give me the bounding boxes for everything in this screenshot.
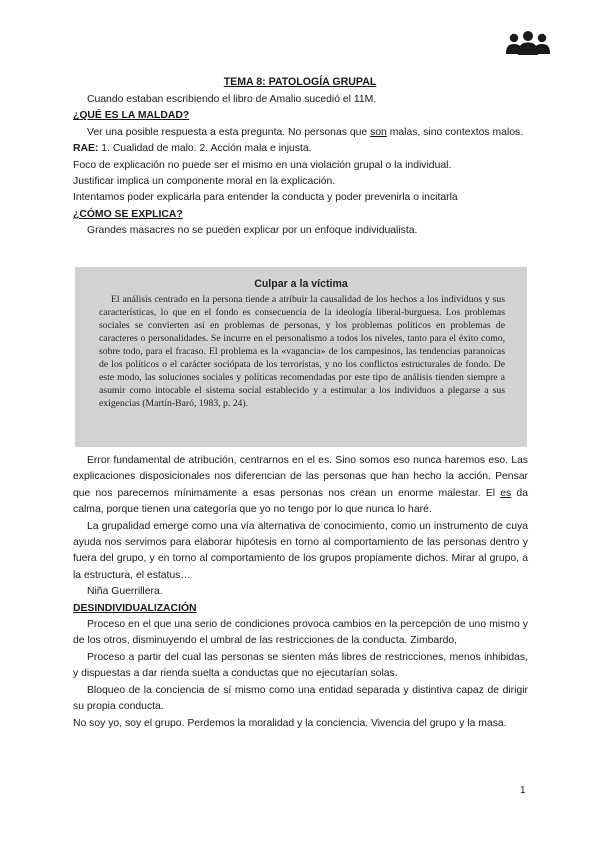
group-people-icon [506, 30, 550, 56]
paragraph-maldad-1: Ver una posible respuesta a esta pregunta. No personas que son malas, sino contextos malos. [87, 126, 524, 138]
rae-definition: RAE: 1. Cualidad de malo. 2. Acción mala e injusta. [73, 143, 312, 155]
paragraph-maldad-4: Intentamos poder explicarla para entender la conducta y poder prevenirla o incitarla [73, 192, 458, 204]
paragraph-desind-2: Proceso a partir del cual las personas se sienten más libres de restricciones, menos inhibidas, y dispuestas a dar rienda suelta a conductas que no ejecutarían solas. [73, 651, 528, 680]
main-text [73, 92, 528, 240]
page-number: 1 [520, 785, 526, 796]
paragraph-como-1: Grandes masacres no se pueden explicar por un enfoque individualista. [87, 225, 418, 237]
paragraph-maldad-3: Justificar implica un componente moral en la explicación. [73, 176, 336, 188]
quote-box [75, 267, 527, 447]
document-title: TEMA 8: PATOLOGÍA GRUPAL [223, 76, 377, 88]
intro-paragraph: Cuando estaban escribiendo el libro de Amalio sucedió el 11M. [87, 94, 377, 105]
quote-title: Culpar a la víctima [254, 278, 348, 290]
paragraph-atribucion: Error fundamental de atribución, centrarnos en el es. Sino somos eso nunca haremos eso. Las explicaciones disposicionales nos diferencian de las personas que han hecho la acción. Pensar que nos parecemos mínimamente a esas personas nos crean un enorme malestar. El es da calma, porque tienen una categoría que yo no tengo por lo que nunca lo haré. [73, 455, 528, 516]
paragraph-nina-guerrillera: Niña Guerrillera. [87, 586, 163, 598]
section-heading-maldad: ¿QUÉ ES LA MALDAD? [73, 110, 190, 122]
paragraph-maldad-2: Foco de explicación no puede ser el mismo en una violación grupal o la individual. [73, 159, 452, 171]
paragraph-grupalidad: La grupalidad emerge como una vía alternativa de conocimiento, como un instrumento de cuya ayuda nos servimos para elaborar hipótesis en torno al comportamiento de las personas dentro y fuera del grupo, y en torno al comportamiento de los grupos propiamente dichos. Mirar al grupo, a la estructura, el estatus… [73, 520, 528, 581]
paragraph-desind-1: Proceso en el que una serio de condiciones provoca cambios en la percepción de uno mismo y de los otros, disminuyendo el umbral de las restricciones de la conducta. Zimbardo, [73, 619, 528, 647]
paragraph-desind-4: No soy yo, soy el grupo. Perdemos la moralidad y la conciencia. Vivencia del grupo y la masa. [73, 717, 507, 729]
quote-body: El análisis centrado en la persona tiende a atribuir la causalidad de los hechos a los individuos y sus características, lo que en el fondo es consecuencia de la ideología liberal-burguesa. Los problemas sociales se convierten así en problemas de personas, y los problemas políticos en problemas de caracteres o personalidades. Se incurre en el personalismo a todos los niveles, tanto para el éxito como, sobre todo, para el fracaso. El problema es la «vagancia» de los campesinos, las tendencias paranoicas de los políticos o el carácter sociópata de los terroristas, y no los conflictos estructurales de fondo. De este modo, las soluciones sociales y políticas recomendadas por este tipo de análisis tienden siempre a asumir como intocable el sistema social establecido y a estimular a los individuos a plegarse a sus exigencias (Martín-Baró, 1983, p. 24). [99, 294, 505, 409]
section-heading-como: ¿CÓMO SE EXPLICA? [73, 208, 183, 220]
section-heading-desindividualizacion: DESINDIVIDUALIZACIÓN [73, 602, 197, 614]
after-quote-text [73, 453, 528, 732]
paragraph-desind-3: Bloqueo de la conciencia de sí mismo como una entidad separada y distintiva capaz de dirigir su propia conducta. [73, 684, 528, 713]
